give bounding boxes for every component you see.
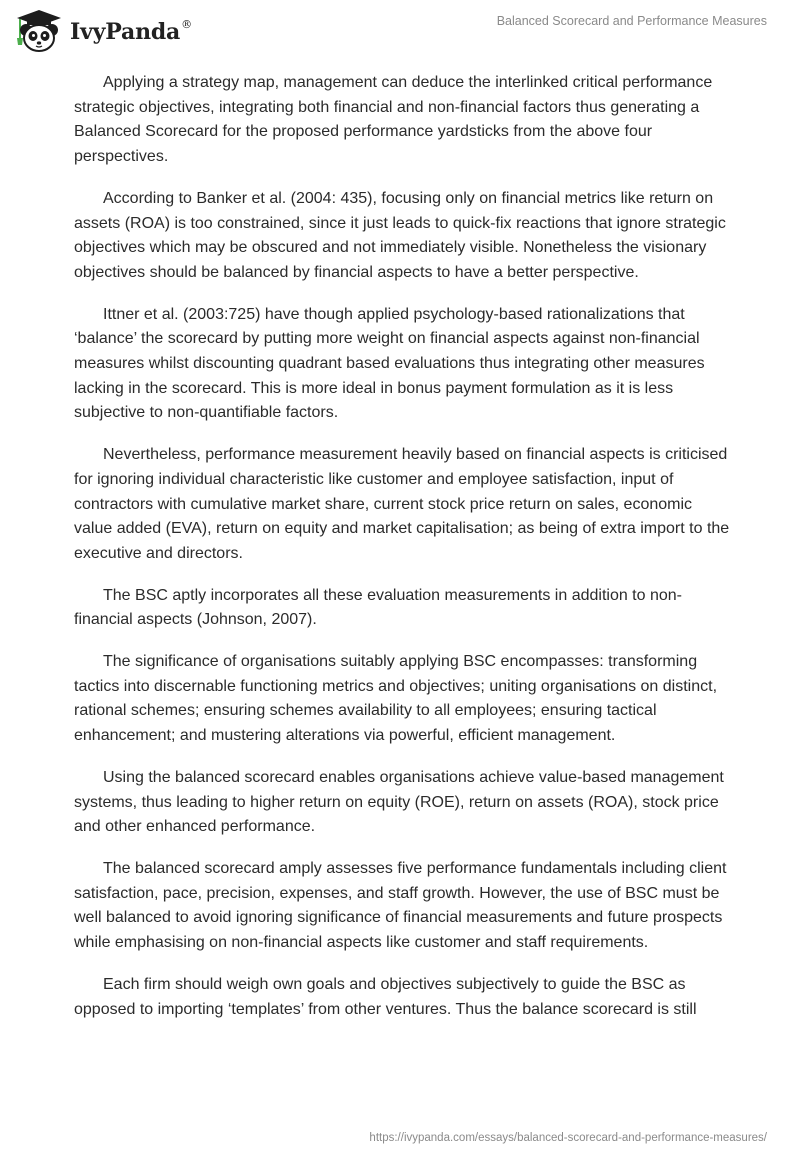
paragraph: Nevertheless, performance measurement heavily based on financial aspects is criticised for ignoring individual characteristic like customer and employee satisfaction, input of contractors with cumulative market share, current stock price return on sales, economic value added (EVA), return on equity and market capitalisation; as being of extra import to the executive and directors. — [74, 446, 730, 562]
paragraph: The BSC aptly incorporates all these evaluation measurements in addition to non-financial aspects (Johnson, 2007). — [74, 586, 682, 629]
paragraph: Applying a strategy map, management can deduce the interlinked critical performance strategic objectives, integrating both financial and non-financial factors thus generating a Balanced Scorecard for the proposed performance yardsticks from the above four perspectives. — [74, 74, 713, 166]
paragraph: Each firm should weigh own goals and objectives subjectively to guide the BSC as opposed to importing ‘templates’ from other ventures. Thus the balance scorecard is still — [74, 975, 697, 1018]
essay-body — [74, 71, 734, 1039]
panda-graduate-icon — [14, 8, 64, 52]
brand-name: IvyPanda® — [70, 17, 192, 45]
paragraph: According to Banker et al. (2004: 435), focusing only on financial metrics like return on assets (ROA) is too constrained, since it just leads to quick-fix reactions that ignore strategic objectives which may be obscured and not immediately visible. Nonetheless the visionary objectives should be balanced by financial aspects to have a better perspective. — [74, 189, 726, 281]
document-title: Balanced Scorecard and Performance Measures — [496, 14, 767, 28]
page-header — [0, 0, 800, 64]
paragraph: The balanced scorecard amply assesses five performance fundamentals including client satisfaction, pace, precision, expenses, and staff growth. However, the use of BSC must be well balanced to avoid ignoring significance of financial measurements and future prospects while emphasising on non-financial aspects like customer and staff requirements. — [74, 859, 727, 952]
paragraph: Ittner et al. (2003:725) have though applied psychology-based rationalizations that ‘balance’ the scorecard by putting more weight on financial aspects against non-financial measures whilst discounting quadrant based evaluations thus integrating other measures lacking in the scorecard. This is more ideal in bonus payment formulation as it is less subjective to non-quantifiable factors. — [74, 305, 705, 422]
source-url-link[interactable]: https://ivypanda.com/essays/balanced-scorecard-and-performance-measures/ — [369, 1132, 767, 1144]
paragraph: The significance of organisations suitably applying BSC encompasses: transforming tactics into discernable functioning metrics and objectives; uniting organisations on distinct, rational schemes; ensuring schemes availability to all employees; ensuring tactical enhancement; and mustering alterations via powerful, efficient management. — [74, 653, 718, 745]
ivypanda-logo[interactable] — [14, 8, 192, 52]
paragraph: Using the balanced scorecard enables organisations achieve value-based management systems, thus leading to higher return on equity (ROE), return on assets (ROA), stock price and other enhanced performance. — [74, 768, 724, 836]
